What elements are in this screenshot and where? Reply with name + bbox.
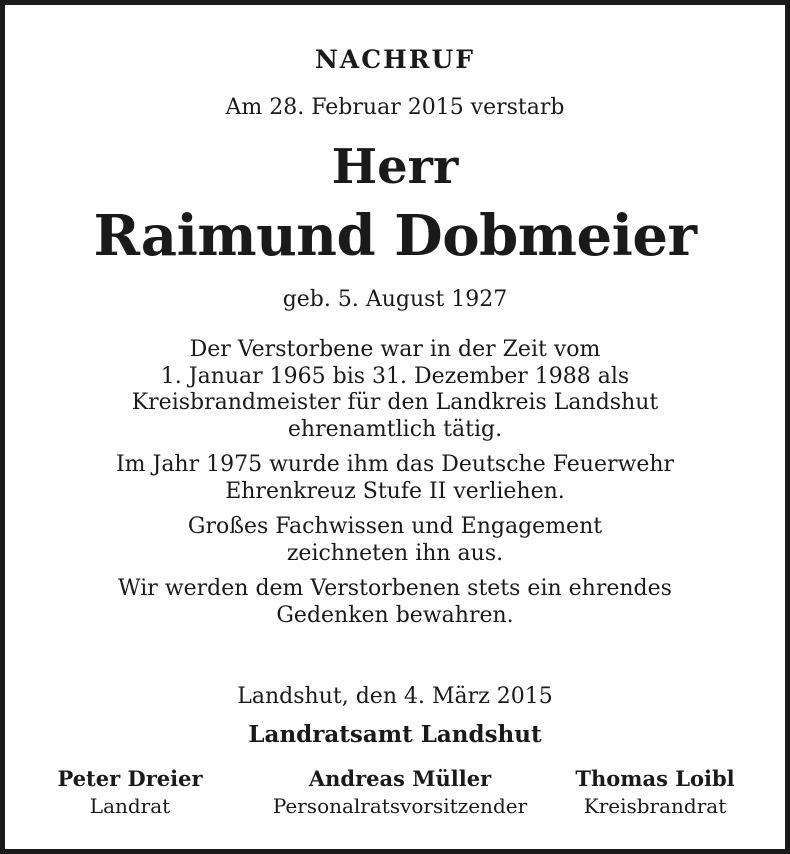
signatory-name: Andreas Müller <box>308 766 492 791</box>
signatory <box>35 765 225 819</box>
signatory <box>245 765 555 819</box>
text-line: 1. Januar 1965 bis 31. Dezember 1988 als <box>160 363 630 389</box>
deceased-name: Raimund Dobmeier <box>93 203 697 269</box>
text-line: Großes Fachwissen und Engagement <box>187 514 603 539</box>
text-line: Wir werden dem Verstorbenen stets ein ehrendes <box>118 576 672 601</box>
text-line: Im Jahr 1975 wurde ihm das Deutsche Feuerwehr <box>115 452 675 477</box>
birth-date: geb. 5. August 1927 <box>282 287 508 312</box>
paragraph-merits <box>25 514 765 567</box>
office-name: Landratsamt Landshut <box>248 721 542 748</box>
intro-line: Am 28. Februar 2015 verstarb <box>225 95 565 120</box>
signatory-name: Peter Dreier <box>57 766 203 791</box>
signatory-name: Thomas Loibl <box>575 766 735 791</box>
text-line: Der Verstorbene war in der Zeit vom <box>189 337 601 362</box>
text-line: Ehrenkreuz Stufe II verliehen. <box>225 478 565 504</box>
text-line: Kreisbrandmeister für den Landkreis Landshut <box>131 390 659 415</box>
paragraph-remembrance <box>25 576 765 629</box>
text-line: zeichneten ihn aus. <box>286 540 504 566</box>
text-line: Gedenken bewahren. <box>276 602 514 628</box>
signatory-role: Kreisbrandrat <box>583 794 727 818</box>
paragraph-service <box>25 337 765 443</box>
signatory-role: Landrat <box>89 794 171 818</box>
signatory <box>555 765 755 819</box>
text-line: ehrenamtlich tätig. <box>287 416 503 442</box>
place-date: Landshut, den 4. März 2015 <box>237 684 553 709</box>
notice-heading: NACHRUF <box>314 45 476 74</box>
signatory-role: Personalratsvorsitzender <box>272 794 528 818</box>
paragraph-award <box>25 452 765 505</box>
honorific: Herr <box>331 139 459 195</box>
notice-body <box>25 337 765 638</box>
